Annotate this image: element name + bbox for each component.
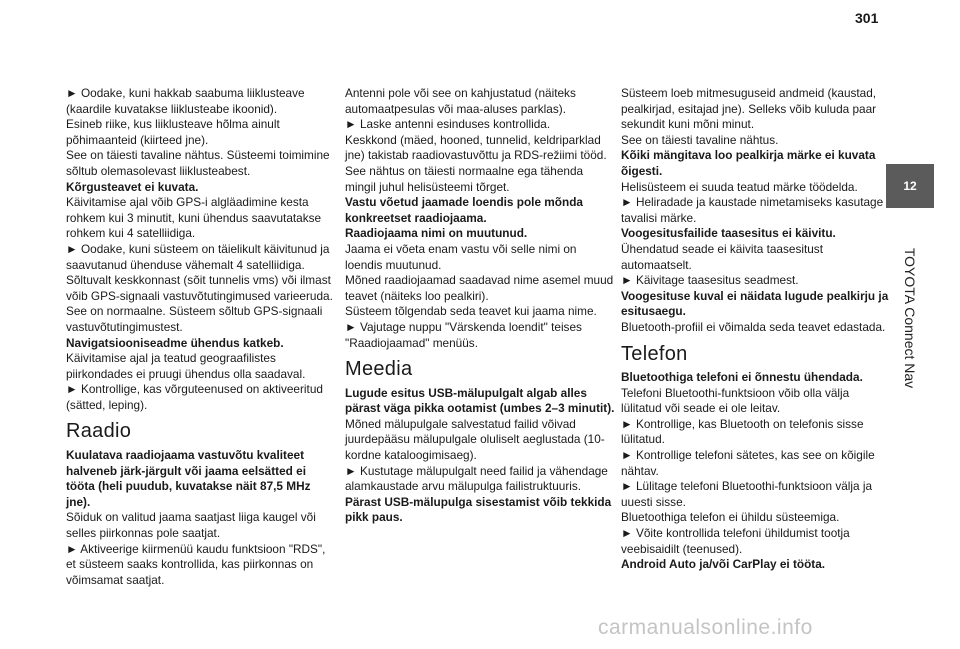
section-heading: Raadio: [66, 420, 132, 443]
problem-heading: Voogesitusfailide taasesitus ei käivitu.: [621, 226, 836, 241]
problem-heading: Raadiojaama nimi on muutunud.: [345, 226, 528, 241]
paragraph: ► Võite kontrollida telefoni ühildumist tootja veebisaidilt (teenused).: [621, 526, 850, 556]
paragraph: See nähtus on täiesti normaalne ega tähenda mingil juhul helisüsteemi tõrget.: [345, 163, 584, 194]
watermark: carmanualsonline.info: [598, 616, 813, 639]
paragraph: Jaama ei võeta enam vastu või selle nimi on loendis muutunud.: [345, 241, 577, 272]
paragraph: Telefoni Bluetoothi-funktsioon võib olla välja lülitatud või seade ei ole leitav.: [621, 385, 850, 416]
problem-heading: Pärast USB-mälupulga sisestamist võib tekkida pikk paus.: [345, 494, 612, 525]
text-column-1: [66, 86, 336, 588]
problem-heading: Voogesituse kuval ei näidata lugude pealkirju ja esitusaegu.: [621, 288, 889, 319]
paragraph: Ühendatud seade ei käivita taasesitust automaatselt.: [621, 241, 823, 272]
paragraph: Süsteem tõlgendab seda teavet kui jaama nime.: [345, 304, 597, 319]
paragraph: Mõned raadiojaamad saadavad nime asemel muud teavet (näiteks loo pealkiri).: [345, 273, 614, 303]
paragraph: Bluetoothiga telefon ei ühildu süsteemiga.: [621, 510, 840, 525]
text-column-3: [621, 86, 891, 573]
paragraph: ► Lülitage telefoni Bluetoothi-funktsioon välja ja uuesti sisse.: [621, 479, 873, 509]
paragraph: Käivitamise ajal ja teatud geograafilistes piirkondades ei pruugi ühendus olla saadaval.: [66, 351, 306, 381]
paragraph: ► Oodake, kuni süsteem on täielikult käivitunud ja saavutanud ühenduse vähemalt 4 satelliidiga.: [66, 241, 330, 272]
section-heading: Meedia: [345, 358, 413, 381]
paragraph: ► Laske antenni esinduses kontrollida.: [345, 117, 551, 132]
paragraph: Keskkond (mäed, hooned, tunnelid, keldriparklad jne) takistab raadiovastuvõttu ja RDS-režiimi tööd.: [345, 132, 607, 163]
paragraph: See on normaalne. Süsteem sõltub GPS-signaali vastuvõtutingimustest.: [66, 304, 323, 334]
paragraph: ► Kontrollige telefoni sätetes, kas see on kõigile nähtav.: [621, 448, 875, 478]
paragraph: ► Kontrollige, kas Bluetooth on telefonis sisse lülitatud.: [621, 416, 864, 447]
problem-heading: Navigatsiooniseadme ühendus katkeb.: [66, 335, 284, 350]
problem-heading: Kõrgusteavet ei kuvata.: [66, 179, 199, 194]
paragraph: ► Heliradade ja kaustade nimetamiseks kasutage tavalisi märke.: [621, 195, 884, 225]
paragraph: Esineb riike, kus liiklusteave hõlma ainult põhimaanteid (kiirteed jne).: [66, 117, 280, 147]
problem-heading: Kõiki mängitava loo pealkirja märke ei kuvata õigesti.: [621, 148, 876, 178]
problem-heading: Android Auto ja/või CarPlay ei tööta.: [621, 557, 826, 572]
paragraph: Mõned mälupulgale salvestatud failid võivad juurdepääsu mälupulgale oluliselt aeglustada (10-kordne kataloogimisaeg).: [345, 416, 605, 463]
paragraph: See on täiesti tavaline nähtus. Süsteemi toimimine sõltub olemasolevast liiklusteabest.: [66, 148, 330, 178]
page-number: 301: [855, 10, 879, 26]
paragraph: ► Käivitage taasesitus seadmest.: [621, 273, 799, 288]
paragraph: ► Oodake, kuni hakkab saabuma liiklusteave (kaardile kuvatakse liiklusteabe ikoonid).: [66, 86, 305, 116]
chapter-tab: 12: [886, 164, 934, 208]
paragraph: Käivitamise ajal võib GPS-i algläadimine kesta rohkem kui 3 minutit, kuni ühendus saavutatakse rohkem kui 4 satelliidiga.: [66, 195, 322, 241]
problem-heading: Lugude esitus USB-mälupulgalt algab alles pärast väga pikka ootamist (umbes 2–3 minutit).: [345, 385, 615, 416]
paragraph: ► Aktiveerige kiirmenüü kaudu funktsioon "RDS", et süsteem saaks kontrollida, kas piirkonnas on võimsamat saatjat.: [66, 541, 326, 587]
section-heading: Telefon: [621, 342, 688, 365]
paragraph: See on täiesti tavaline nähtus.: [621, 132, 779, 147]
problem-heading: Bluetoothiga telefoni ei õnnestu ühendada.: [621, 370, 863, 385]
paragraph: ► Kustutage mälupulgalt need failid ja vähendage alamkaustade arvu mälupulga failistruktuuris.: [345, 463, 608, 494]
problem-heading: Kuulatava raadiojaama vastuvõtu kvaliteet halveneb järk-järgult või jaama eelsätted ei tööta (heli puudub, kuvatakse näit 87,5 MHz jne).: [66, 448, 311, 509]
text-column-2: [345, 86, 615, 526]
paragraph: ► Vajutage nuppu "Värskenda loendit" teises "Raadiojaamad" menüüs.: [345, 319, 582, 350]
chapter-title: TOYOTA Connect Nav: [902, 247, 918, 389]
paragraph: Bluetooth-profiil ei võimalda seda teavet edastada.: [621, 319, 886, 334]
paragraph: Helisüsteem ei suuda teatud märke töödelda.: [621, 179, 858, 194]
paragraph: Süsteem loeb mitmesuguseid andmeid (kaustad, pealkirjad, esitajad jne). Selleks võib kuluda paar sekundit kuni mõni minut.: [621, 86, 877, 132]
paragraph: Sõiduk on valitud jaama saatjast liiga kaugel või selles piirkonnas pole saatjat.: [66, 510, 316, 541]
problem-heading: Vastu võetud jaamade loendis pole mõnda konkreetset raadiojaama.: [345, 195, 583, 225]
paragraph: ► Kontrollige, kas võrguteenused on aktiveeritud (sätted, leping).: [66, 382, 323, 412]
paragraph: Sõltuvalt keskkonnast (sõit tunnelis vms) või ilmast võib GPS-signaali vastuvõtutingimused varieeruda.: [66, 273, 333, 303]
paragraph: Antenni pole või see on kahjustatud (näiteks automaatpesulas või maa-aluses parklas).: [345, 86, 576, 116]
